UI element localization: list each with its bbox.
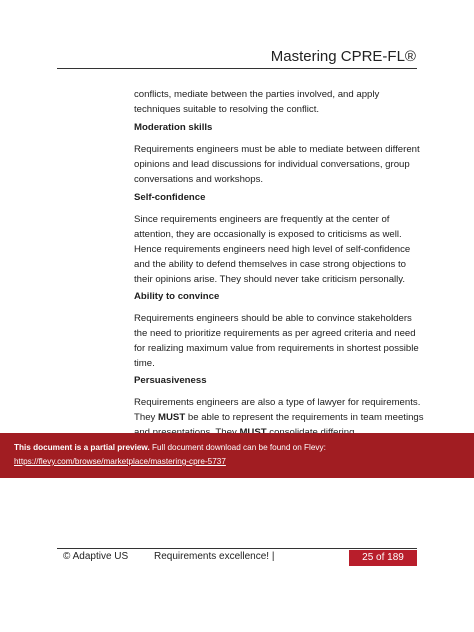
- flevy-download-link[interactable]: https://flevy.com/browse/marketplace/mastering-cpre-5737: [14, 457, 226, 466]
- header-rule: [57, 68, 417, 69]
- section-heading: Moderation skills: [134, 122, 213, 133]
- preview-notice: This document is a partial preview.: [14, 443, 150, 452]
- moderation-paragraph: Requirements engineers must be able to mediate between different opinions and lead discussions for individual conversations, group conversations and workshops.: [134, 144, 420, 185]
- section-heading: Self-confidence: [134, 192, 206, 203]
- persuasiveness-paragraph: Requirements engineers are also a type of lawyer for requirements. They MUST be able to represent the requirements in team meetings: [134, 397, 424, 423]
- preview-text: Full document download can be found on Flevy:: [149, 443, 326, 452]
- section-heading: Persuasiveness: [134, 375, 207, 386]
- preview-banner: [0, 433, 474, 478]
- section-persuasiveness: [134, 373, 424, 388]
- convince-paragraph: Requirements engineers should be able to convince stakeholders the need to prioritize requirements as per agreed criteria and need for realizing maximum value from requirements in shortest possible time.: [134, 313, 419, 369]
- section-convince: [134, 289, 424, 304]
- page-number-badge: 25 of 189: [349, 550, 417, 566]
- intro-paragraph: conflicts, mediate between the parties involved, and apply techniques suitable to resolving the conflict.: [134, 89, 380, 115]
- page-header-title: Mastering CPRE-FL®: [270, 48, 416, 65]
- section-moderation: [134, 120, 424, 135]
- footer-tagline: Requirements excellence! |: [154, 551, 275, 562]
- footer-copyright: © Adaptive US: [63, 551, 129, 562]
- section-self-confidence: [134, 190, 424, 205]
- self-confidence-paragraph: Since requirements engineers are frequently at the center of attention, they are occasionally is exposed to criticisms as well. Hence requirements engineers need high level of self-confidence and the ability to defend themselves in case strong objections to their opinions arise. They should never take criticism personally.: [134, 214, 411, 285]
- section-heading: Ability to convince: [134, 291, 220, 302]
- page-footer: [57, 550, 417, 566]
- footer-rule: [57, 548, 417, 549]
